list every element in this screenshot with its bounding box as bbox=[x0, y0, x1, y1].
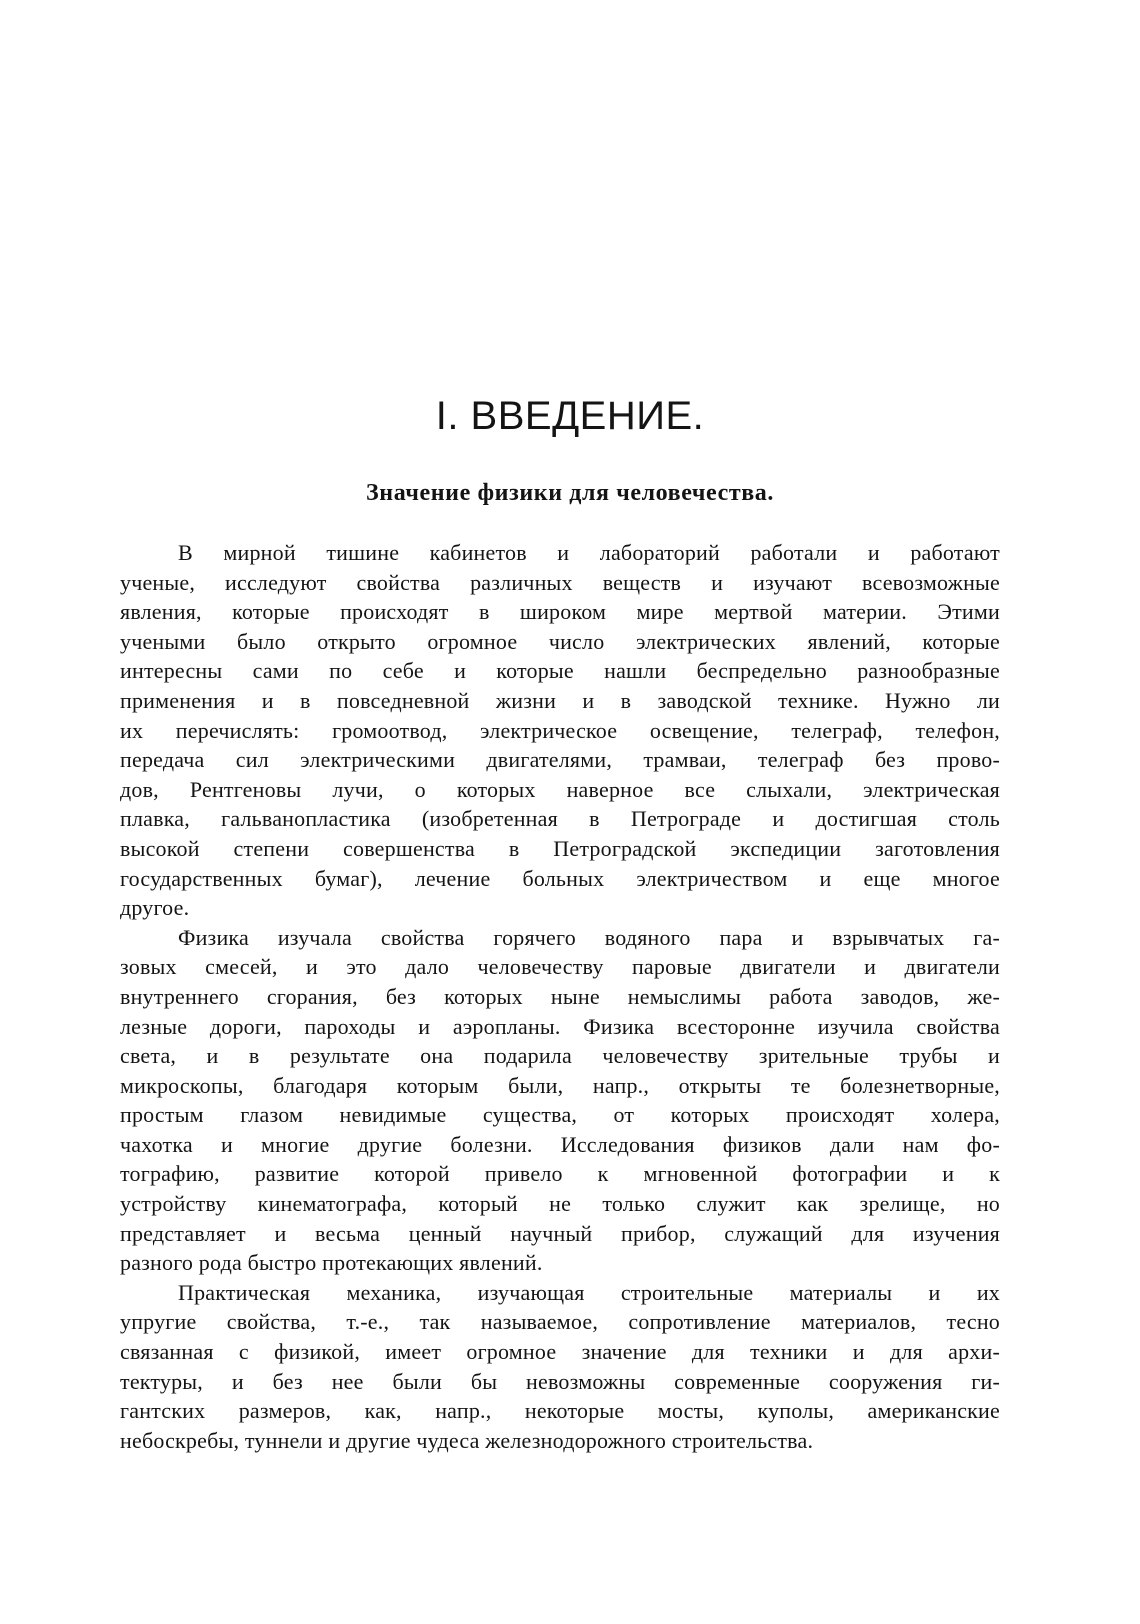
text-line: связанная с физикой, имеет огромное значение для техники и для архи- bbox=[120, 1339, 1000, 1365]
text-line: гантских размеров, как, напр., некоторые мосты, куполы, американские bbox=[120, 1398, 1000, 1424]
text-line: учеными было открыто огромное число электрических явлений, которые bbox=[120, 628, 1000, 654]
chapter-title: I. ВВЕДЕНИЕ. bbox=[435, 394, 705, 438]
text-line: плавка, гальванопластика (изобретенная в Петрограде и достигшая столь bbox=[120, 806, 1000, 832]
text-line: зовых смесей, и это дало человечеству паровые двигатели и двигатели bbox=[120, 954, 1000, 980]
text-line: дов, Рентгеновы лучи, о которых наверное все слыхали, электрическая bbox=[120, 776, 1000, 802]
text-line: небоскребы, туннели и другие чудеса железнодорожного строительства. bbox=[120, 1427, 814, 1453]
section-title: Значение физики для человечества. bbox=[366, 480, 774, 506]
text-line: лезные дороги, пароходы и аэропланы. Физика всесторонне изучила свойства bbox=[120, 1013, 1000, 1039]
text-line: высокой степени совершенства в Петроградской экспедиции заготовления bbox=[120, 835, 1000, 861]
text-line: простым глазом невидимые существа, от которых происходят холера, bbox=[120, 1102, 1000, 1128]
paragraph-2 bbox=[120, 923, 1000, 1278]
text-line: внутреннего сгорания, без которых ныне немыслимы работа заводов, же- bbox=[120, 983, 1000, 1009]
text-line: явления, которые происходят в широком мире мертвой материи. Этими bbox=[120, 599, 1000, 625]
paragraph-1 bbox=[120, 538, 1000, 923]
paragraph-3 bbox=[120, 1278, 1000, 1456]
text-line: Физика изучала свойства горячего водяного пара и взрывчатых га- bbox=[178, 924, 1000, 950]
text-line: интересны сами по себе и которые нашли беспредельно разнообразные bbox=[120, 658, 1000, 684]
text-line: представляет и весьма ценный научный прибор, служащий для изучения bbox=[120, 1220, 1000, 1246]
body-text bbox=[120, 538, 1000, 1455]
text-line: упругие свойства, т.-е., так называемое, сопротивление материалов, тесно bbox=[120, 1309, 1000, 1335]
text-line: тектуры, и без нее были бы невозможны современные сооружения ги- bbox=[120, 1368, 1000, 1394]
text-line: света, и в результате она подарила человечеству зрительные трубы и bbox=[120, 1043, 1000, 1069]
text-line: передача сил электрическими двигателями, трамваи, телеграф без прово- bbox=[120, 747, 1000, 773]
text-line: В мирной тишине кабинетов и лабораторий работали и работают bbox=[178, 540, 1000, 565]
text-line: тографию, развитие которой привело к мгновенной фотографии и к bbox=[120, 1161, 1000, 1187]
text-line: разного рода быстро протекающих явлений. bbox=[120, 1250, 543, 1276]
text-line: другое. bbox=[120, 895, 190, 921]
text-line: Практическая механика, изучающая строительные материалы и их bbox=[178, 1279, 1000, 1305]
text-line: чахотка и многие другие болезни. Исследования физиков дали нам фо- bbox=[120, 1131, 1000, 1157]
text-line: устройству кинематографа, который не только служит как зрелище, но bbox=[120, 1191, 1000, 1217]
text-line: государственных бумаг), лечение больных электричеством и еще многое bbox=[120, 865, 1000, 891]
text-line: применения и в повседневной жизни и в заводской технике. Нужно ли bbox=[120, 687, 1000, 713]
text-line: их перечислять: громоотвод, электрическое освещение, телеграф, телефон, bbox=[120, 717, 1000, 743]
text-line: ученые, исследуют свойства различных веществ и изучают всевозможные bbox=[120, 569, 1000, 595]
text-line: микроскопы, благодаря которым были, напр., открыты те болезнетворные, bbox=[120, 1072, 1000, 1098]
